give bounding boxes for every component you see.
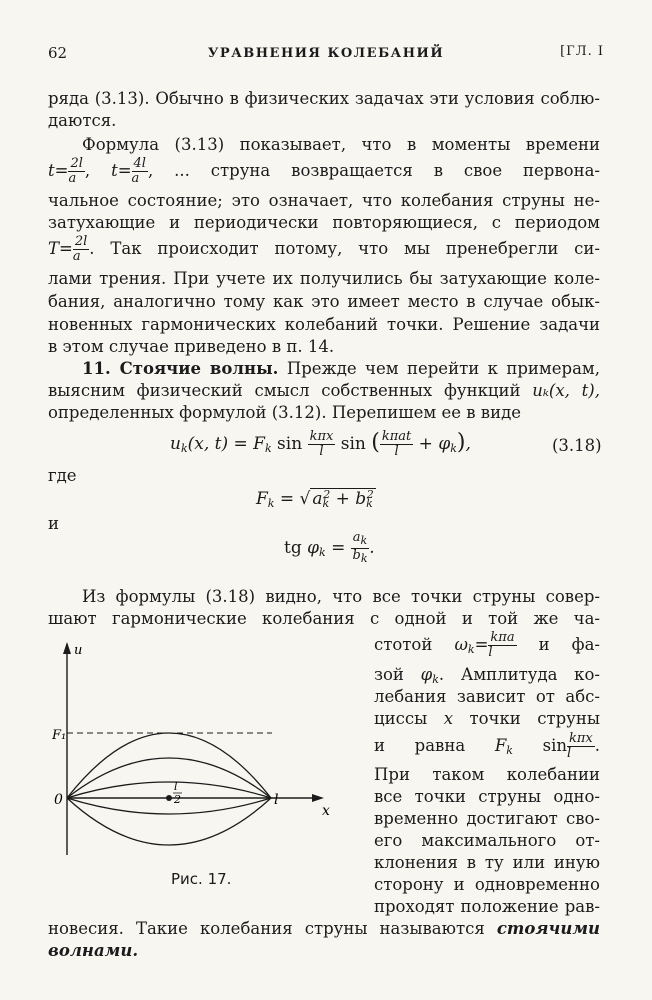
text-line-with-formula: стотой $\omega_k=$ kπa l и фа- xyxy=(374,630,601,660)
text-line: шают гармонические колебания с одной и той же ча- xyxy=(48,609,600,628)
emphasis-term: волнами. xyxy=(48,941,139,960)
wave-curve xyxy=(67,733,271,798)
text-line: чальное состояние; это означает, что колебания струны не- xyxy=(48,191,600,210)
text-fragment: зой xyxy=(374,665,404,684)
emphasis-term: стоячими xyxy=(496,919,601,938)
section-line xyxy=(82,358,600,380)
text-line: клонения в ту или иную xyxy=(374,853,600,872)
text-line-with-formula: t= $\frac{2l}{a}$ , t= $\frac{4l}{a}$ , ... струна возвращается в свое первона- xyxy=(48,156,600,186)
running-title: УРАВНЕНИЯ КОЛЕБАНИЙ xyxy=(207,46,445,61)
x-axis-arrow xyxy=(312,794,324,802)
amplitude-label: F₁ xyxy=(52,728,67,743)
section-heading: 11. Стоячие волны. xyxy=(82,359,279,378)
standing-wave-figure xyxy=(52,640,352,860)
text-fragment: . Так происходит потому, что мы пренебрегли си- xyxy=(89,239,600,258)
text-line xyxy=(48,380,600,402)
text-line: сторону и одновременно xyxy=(374,875,600,894)
text-line: новенных гармонических колебаний точки. Решение задачи xyxy=(48,315,600,334)
axis-label-x: x xyxy=(322,803,330,819)
function-symbol: uₖ(x, t), xyxy=(532,381,600,400)
equation-3-18: $u_k(x$, $t) = F_k$ sin kπx l sin ( kπat l + $\varphi_k$), xyxy=(170,429,471,459)
page-header xyxy=(48,44,604,66)
text-line: определенных формулой (3.12). Перепишем ее в виде xyxy=(48,403,521,422)
text-fragment: циссы xyxy=(374,709,428,728)
text-fragment: новесия. Такие колебания струны называются xyxy=(48,919,485,938)
midpoint-dot xyxy=(166,795,172,801)
text-fragment: стотой xyxy=(374,635,433,654)
text-fragment: . Амплитуда ко- xyxy=(438,665,601,684)
axis-label-u: u xyxy=(74,643,83,658)
text-fragment: равна xyxy=(414,736,466,755)
text-fragment: выясним физический смысл собственных функций xyxy=(48,381,521,400)
text-line: Формула (3.13) показывает, что в моменты времени xyxy=(82,135,600,154)
text-line: его максимального от- xyxy=(374,831,600,850)
text-fragment: , ... струна возвращается в свое первона- xyxy=(147,161,600,180)
text-fragment: точки струны xyxy=(469,709,600,728)
phase-equation: tg $\varphi_k$ = $\frac{a_k}{b_k}$ . xyxy=(284,530,375,565)
amplitude-equation: $F_k$ = √ $a_k^2 + b_k^2$ xyxy=(256,488,374,510)
length-label: l xyxy=(274,792,279,808)
text-line: бания, аналогично тому как это имеет место в случае обык- xyxy=(48,292,600,311)
equation-number: (3.18) xyxy=(552,436,602,455)
text-line: затухающие и периодически повторяющиеся, с периодом xyxy=(48,213,600,232)
chapter-label: [ГЛ. I xyxy=(560,44,604,59)
text-line: ряда (3.13). Обычно в физических задачах эти условия соблю- xyxy=(48,89,600,108)
text-line: лами трения. При учете их получились бы затухающие коле- xyxy=(48,269,600,288)
wave-curve xyxy=(67,798,271,845)
text-line: даются. xyxy=(48,111,117,130)
text-line: Из формулы (3.18) видно, что все точки струны совер- xyxy=(82,587,600,606)
text-line: циссы x точки струны xyxy=(374,709,600,728)
figure-caption: Рис. 17. xyxy=(171,870,232,888)
text-line-with-formula: T= $\frac{2l}{a}$ . Так происходит потому, что мы пренебрегли си- xyxy=(48,234,600,264)
half-length-numerator: l xyxy=(174,780,178,793)
text-fragment: и xyxy=(374,736,385,755)
where-label: где xyxy=(48,466,77,485)
text-line: проходят положение рав- xyxy=(374,897,600,916)
text-line: зой $\varphi_k$. Амплитуда ко- xyxy=(374,665,601,686)
half-length-denominator: 2 xyxy=(174,793,181,806)
text-line xyxy=(48,918,600,940)
u-axis-arrow xyxy=(63,642,71,654)
text-line: лебания зависит от абс- xyxy=(374,687,600,706)
origin-label: 0 xyxy=(54,792,63,808)
text-line: временно достигают сво- xyxy=(374,809,600,828)
text-line-with-formula: и равна $F_k$ sin kπx l . xyxy=(374,731,601,761)
and-label: и xyxy=(48,514,59,533)
page-number: 62 xyxy=(48,44,68,62)
text-fragment: Прежде чем перейти к примерам, xyxy=(278,359,600,378)
text-fragment: и фа- xyxy=(538,635,601,654)
text-line: При таком колебании xyxy=(374,765,600,784)
text-line: все точки струны одно- xyxy=(374,787,600,806)
text-line: в этом случае приведено в п. 14. xyxy=(48,337,335,356)
